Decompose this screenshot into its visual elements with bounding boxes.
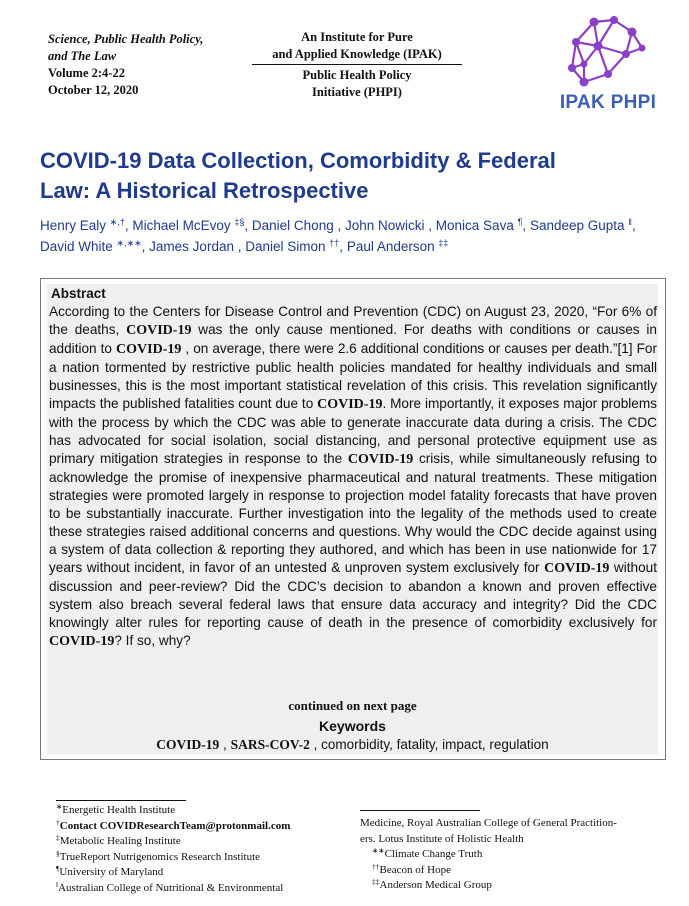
abstract-text [49, 303, 657, 651]
keyword-rest: , comorbidity, fatality, impact, regulation [309, 737, 549, 752]
footnote-mark: ∗ [56, 802, 63, 811]
footnote-mark: † [56, 817, 60, 827]
author-affiliation-mark: ‡§ [234, 217, 245, 227]
keywords-heading: Keywords [319, 718, 386, 734]
abstract-text-part: According to the Centers for Disease Control and Prevention (CDC) on August 23, 2020, “For 6% of the deaths, [49, 304, 657, 337]
footnote-rule-right [360, 810, 480, 811]
author-separator: , [522, 218, 530, 233]
footnote-item [56, 850, 346, 866]
footnote-text: University of Maryland [59, 866, 164, 878]
author-separator: , [337, 218, 345, 233]
journal-name-line2: and The Law [48, 49, 117, 63]
footnotes-right [360, 816, 670, 894]
paper-title-line1: COVID-19 Data Collection, Comorbidity & Federal [40, 148, 556, 173]
author-name: Michael McEvoy [132, 218, 235, 233]
footnote-text: Metabolic Healing Institute [59, 835, 181, 847]
keyword-emphasis: COVID-19 [116, 342, 182, 357]
initiative-line2: Initiative (PHPI) [312, 85, 402, 99]
footnote-mark: ‡‡ [372, 877, 380, 886]
initiative-line1: Public Health Policy [302, 68, 412, 82]
footnote-text: Climate Change Truth [384, 848, 483, 860]
footnote-text: Energetic Health Institute [62, 804, 176, 816]
abstract-heading: Abstract [51, 286, 106, 301]
keywords-list [47, 737, 658, 753]
journal-volume: Volume 2:4-22 [48, 66, 125, 80]
author-affiliation-mark: ∗,∗∗ [116, 238, 142, 248]
footnote-item [56, 865, 346, 881]
author-list [40, 215, 670, 257]
footnote-text: TrueReport Nutrigenomics Research Institute [59, 850, 261, 863]
footnote-continued: Medicine, Royal Australian College of General Practition- [360, 817, 617, 829]
footnote-item [360, 878, 670, 894]
author-name: Daniel Simon [245, 239, 330, 254]
author-name: David White [40, 239, 117, 254]
author-name: Henry Ealy [40, 218, 110, 233]
author-name: James Jordan [149, 239, 238, 254]
continued-note: continued on next page [288, 698, 417, 713]
footnote-item [56, 819, 346, 835]
footnotes-right-list [360, 847, 670, 894]
author-name: John Nowicki [344, 218, 429, 233]
institute-line1: An Institute for Pure [301, 30, 413, 44]
abstract-text-part: without discussion and peer-review? Did the CDC’s decision to abandon a known and proven effective system also breach several federal laws that ensure data accuracy and integrity? Did the CDC knowingly alter rules for reporting cause of death in the presence of comorbidity exclusively for [49, 560, 657, 630]
footnote-mark: § [56, 848, 60, 858]
keyword-emphasis: COVID-19 [49, 634, 115, 649]
journal-date: October 12, 2020 [48, 83, 139, 97]
network-logo-icon [546, 14, 666, 92]
author-separator: , [428, 218, 436, 233]
footnote-mark: †† [372, 861, 380, 871]
keyword-emphasis: COVID-19 [317, 397, 383, 412]
author-separator: , [237, 239, 246, 254]
footnote-text: Anderson Medical Group [379, 879, 492, 891]
footnote-text: Beacon of Hope [379, 863, 451, 876]
footnote-mark: ∗∗ [372, 846, 385, 855]
keyword: COVID-19 [156, 737, 220, 752]
footnote-item [56, 834, 346, 850]
abstract-box [40, 278, 666, 760]
institute-info [252, 29, 462, 101]
author-name: Paul Anderson [346, 239, 439, 254]
paper-title [40, 146, 660, 206]
author-affiliation-mark: ∗,† [109, 217, 125, 227]
footnote-mark: ¶ [56, 864, 60, 873]
author-affiliation-mark: ‖ [628, 217, 632, 227]
footnote-item [360, 847, 670, 863]
keyword-emphasis: COVID-19 [126, 323, 192, 338]
abstract-text-part: , on average, there were 2.6 additional conditions or causes per death.”[1] For a nation tormented by restrictive public health policies mandated for healthy individuals and small businesses, this is the most important statistical revelation of this crisis. This revelation significantly impacts the published fatalities count due to [49, 341, 657, 411]
paper-title-line2: Law: A Historical Retrospective [40, 178, 369, 203]
keyword-emphasis: COVID-19 [347, 452, 414, 467]
author-affiliation-mark: ¶ [517, 217, 523, 227]
author-name: Daniel Chong [251, 218, 338, 233]
institute-line2: and Applied Knowledge (IPAK) [252, 46, 462, 65]
footnote-continued: ers. Lotus Institute of Holistic Health [360, 832, 524, 845]
keyword: SARS-COV-2 [230, 737, 310, 752]
author-separator: , [339, 239, 347, 254]
footnote-rule-left [56, 800, 186, 801]
journal-name-line1: Science, Public Health Policy, [48, 32, 204, 46]
footnote-item [56, 803, 346, 819]
footnote-text: Australian College of Nutritional & Environmental [58, 881, 284, 894]
author-separator: , [244, 218, 252, 233]
journal-info [48, 31, 248, 99]
author-name: Sandeep Gupta [529, 218, 629, 233]
footnotes-left [56, 803, 346, 896]
footnote-mark: ‡ [56, 833, 60, 842]
keyword-emphasis: COVID-19 [544, 561, 610, 576]
author-affiliation-mark: †† [329, 238, 340, 248]
author-separator: , [141, 239, 150, 254]
footnote-mark: ‖ [56, 879, 59, 889]
footnote-text: Contact COVIDResearchTeam@protonmail.com [59, 819, 291, 832]
author-affiliation-mark: ‡‡ [438, 238, 449, 248]
abstract-panel [47, 284, 658, 754]
abstract-text-part: crisis, while simultaneously refusing to acknowledge the promise of inexpensive pharmaceutical and natural treatments. These mitigation strategies were promoted largely in response to projection model fatality forecasts that have proven to be substantially inaccurate. Further investigation into the legality of the methods used to create these strategies raised additional concerns and questions. Why would the CDC decide against using a system of data collection & reporting they authored, and which has been in use nationwide for 17 years without incident, in favor of an untested & unproven system exclusively for [49, 451, 657, 575]
abstract-text-part: ? If so, why? [114, 633, 191, 648]
keyword-separator: , [219, 737, 231, 752]
author-name: Monica Sava [435, 218, 518, 233]
abstract-text-part: . More importantly, it exposes major problems with the process by which the CDC was able to generate inaccurate data during a crisis. The CDC has advocated for social isolation, social distancing, and personal protective equipment use as primary mitigation strategies in response to the [49, 396, 657, 466]
abstract-text-part: was the only cause mentioned. For deaths with conditions or causes in addition to [49, 322, 657, 356]
author-separator: , [632, 218, 636, 233]
footnote-item [56, 881, 346, 897]
logo-text: IPAK PHPI [559, 92, 657, 113]
footnote-item [360, 863, 670, 879]
author-separator: , [124, 218, 133, 233]
